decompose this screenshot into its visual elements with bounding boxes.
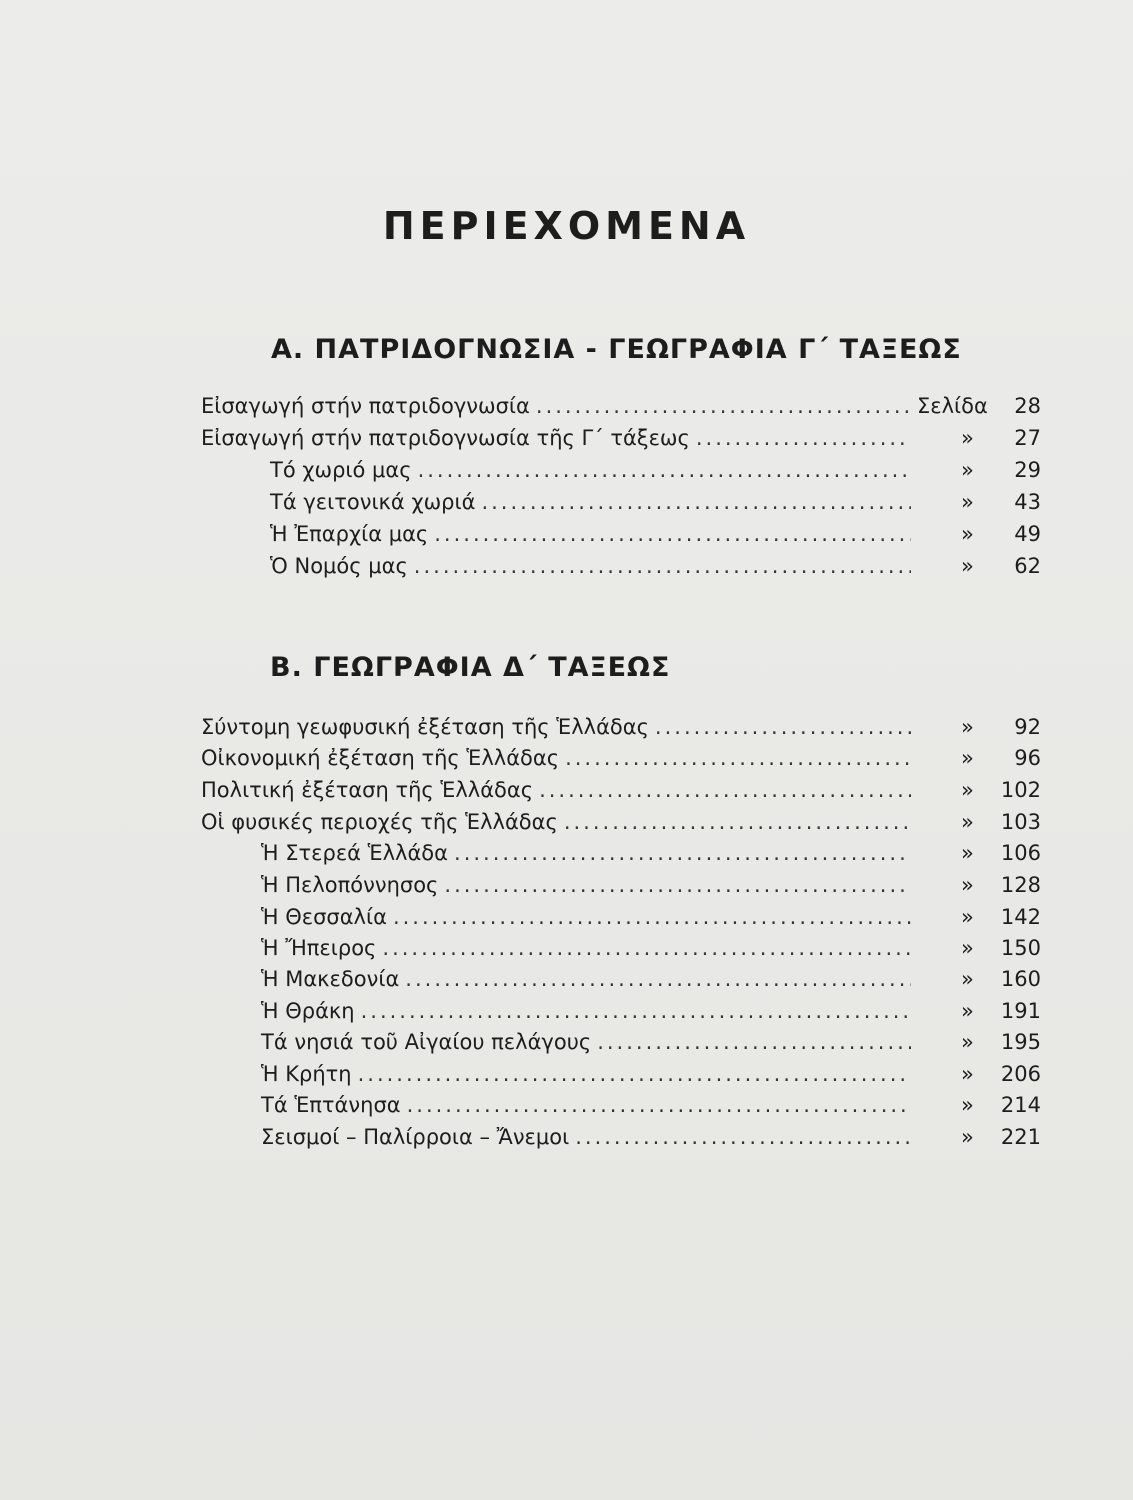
toc-entry-label: Ἡ Ἤπειρος [261, 936, 377, 960]
toc-entry-label: Ἡ Θράκη [261, 999, 355, 1023]
toc-entry-page: 206 [1000, 1062, 1041, 1086]
toc-entry-page: 221 [1000, 1125, 1041, 1149]
dot-leader [418, 458, 911, 482]
dot-leader [536, 394, 911, 418]
toc-entry-page: 102 [1000, 778, 1041, 802]
toc-entry-ref: » [961, 1093, 974, 1117]
toc-entry-page: 29 [1014, 458, 1041, 482]
toc-entry-page: 214 [1000, 1093, 1041, 1117]
toc-entry-page: 106 [1000, 841, 1041, 865]
dot-leader [444, 873, 911, 897]
toc-entry-ref: » [961, 426, 974, 450]
toc-entry-label: Οἰκονομική ἐξέταση τῆς Ἑλλάδας [201, 746, 560, 770]
toc-entry-b-7 [261, 936, 1041, 966]
toc-entry-page: 49 [1014, 522, 1041, 546]
toc-entry-b-5 [261, 873, 1041, 903]
toc-entry-label: Ἡ Πελοπόννησος [261, 873, 439, 897]
toc-entry-b-12 [261, 1093, 1041, 1123]
toc-entry-ref: » [961, 715, 974, 739]
toc-entry-label: Τό χωριό μας [270, 458, 412, 482]
toc-entry-b-6 [261, 905, 1041, 935]
toc-entry-label: Ἡ Στερεά Ἑλλάδα [261, 841, 449, 865]
toc-entry-ref: » [961, 999, 974, 1023]
toc-entry-ref: » [961, 841, 974, 865]
toc-entry-a-4 [270, 522, 1041, 552]
dot-leader [539, 778, 911, 802]
toc-entry-ref: » [961, 1030, 974, 1054]
toc-entry-a-5 [270, 554, 1041, 584]
toc-entry-ref: » [961, 490, 974, 514]
section-b-heading: Β. ΓΕΩΓΡΑΦΙΑ Δ΄ ΤΑΞΕΩΣ [270, 652, 671, 683]
toc-entry-ref: » [961, 936, 974, 960]
toc-entry-label: Ἡ Μακεδονία [261, 967, 400, 991]
dot-leader [481, 490, 911, 514]
toc-entry-b-2 [201, 778, 1041, 808]
toc-entry-page: 96 [1014, 746, 1041, 770]
toc-entry-ref: » [961, 810, 974, 834]
page-title: ΠΕΡΙΕΧΟΜΕΝΑ [382, 204, 751, 248]
toc-entry-b-9 [261, 999, 1041, 1029]
dot-leader [358, 1062, 911, 1086]
dot-leader [382, 936, 911, 960]
toc-entry-b-13 [261, 1125, 1041, 1155]
toc-entry-page: 142 [1000, 905, 1041, 929]
dot-leader [361, 999, 911, 1023]
toc-entry-label: Σεισμοί – Παλίρροια – Ἄνεμοι [261, 1125, 570, 1149]
toc-entry-ref: » [961, 905, 974, 929]
toc-entry-page: 27 [1014, 426, 1041, 450]
toc-entry-label: Ἡ Θεσσαλία [261, 905, 387, 929]
toc-entry-label: Τά γειτονικά χωριά [270, 490, 476, 514]
toc-entry-page: 28 [1014, 394, 1041, 418]
toc-entry-ref: » [961, 1062, 974, 1086]
toc-entry-page: 150 [1000, 936, 1041, 960]
toc-entry-ref: » [961, 967, 974, 991]
dot-leader [564, 810, 911, 834]
toc-entry-ref: » [961, 458, 974, 482]
toc-entry-label: Εἰσαγωγή στήν πατριδογνωσία [201, 394, 530, 418]
dot-leader [434, 522, 911, 546]
toc-entry-a-3 [270, 490, 1041, 520]
toc-entry-page: 195 [1000, 1030, 1041, 1054]
toc-entry-b-4 [261, 841, 1041, 871]
toc-entry-ref: Σελίδα [917, 394, 988, 418]
toc-entry-b-1 [201, 746, 1041, 776]
toc-entry-page: 160 [1000, 967, 1041, 991]
dot-leader [393, 905, 911, 929]
toc-entry-label: Σύντομη γεωφυσική ἐξέταση τῆς Ἑλλάδας [201, 715, 649, 739]
toc-entry-b-8 [261, 967, 1041, 997]
toc-entry-b-3 [201, 810, 1041, 840]
toc-entry-page: 191 [1000, 999, 1041, 1023]
dot-leader [414, 554, 911, 578]
dot-leader [405, 967, 911, 991]
toc-entry-label: Ὁ Νομός μας [270, 554, 408, 578]
toc-entry-ref: » [961, 873, 974, 897]
toc-entry-a-2 [270, 458, 1041, 488]
dot-leader [655, 715, 911, 739]
dot-leader [696, 426, 911, 450]
dot-leader [597, 1030, 911, 1054]
toc-entry-label: Πολιτική ἐξέταση τῆς Ἑλλάδας [201, 778, 534, 802]
toc-entry-ref: » [961, 554, 974, 578]
toc-entry-label: Ἡ Ἐπαρχία μας [270, 522, 429, 546]
section-a-heading: Α. ΠΑΤΡΙΔΟΓΝΩΣΙΑ - ΓΕΩΓΡΑΦΙΑ Γ΄ ΤΑΞΕΩΣ [271, 334, 962, 365]
toc-entry-page: 43 [1014, 490, 1041, 514]
toc-entry-label: Οἱ φυσικές περιοχές τῆς Ἑλλάδας [201, 810, 558, 834]
dot-leader [575, 1125, 911, 1149]
toc-entry-page: 128 [1000, 873, 1041, 897]
toc-entry-a-1 [201, 426, 1041, 456]
toc-entry-ref: » [961, 746, 974, 770]
toc-entry-ref: » [961, 522, 974, 546]
dot-leader [407, 1093, 911, 1117]
toc-entry-page: 62 [1014, 554, 1041, 578]
toc-entry-b-0 [201, 715, 1041, 745]
toc-entry-a-0 [201, 394, 1041, 424]
toc-entry-page: 92 [1014, 715, 1041, 739]
toc-entry-label: Εἰσαγωγή στήν πατριδογνωσία τῆς Γ΄ τάξεως [201, 426, 690, 450]
toc-entry-label: Τά Ἑπτάνησα [261, 1093, 401, 1117]
toc-entry-label: Ἡ Κρήτη [261, 1062, 352, 1086]
dot-leader [454, 841, 911, 865]
toc-entry-b-11 [261, 1062, 1041, 1092]
toc-entry-ref: » [961, 778, 974, 802]
dot-leader [565, 746, 911, 770]
toc-entry-b-10 [261, 1030, 1041, 1060]
toc-entry-ref: » [961, 1125, 974, 1149]
toc-entry-page: 103 [1000, 810, 1041, 834]
toc-entry-label: Τά νησιά τοῦ Αἰγαίου πελάγους [261, 1030, 592, 1054]
